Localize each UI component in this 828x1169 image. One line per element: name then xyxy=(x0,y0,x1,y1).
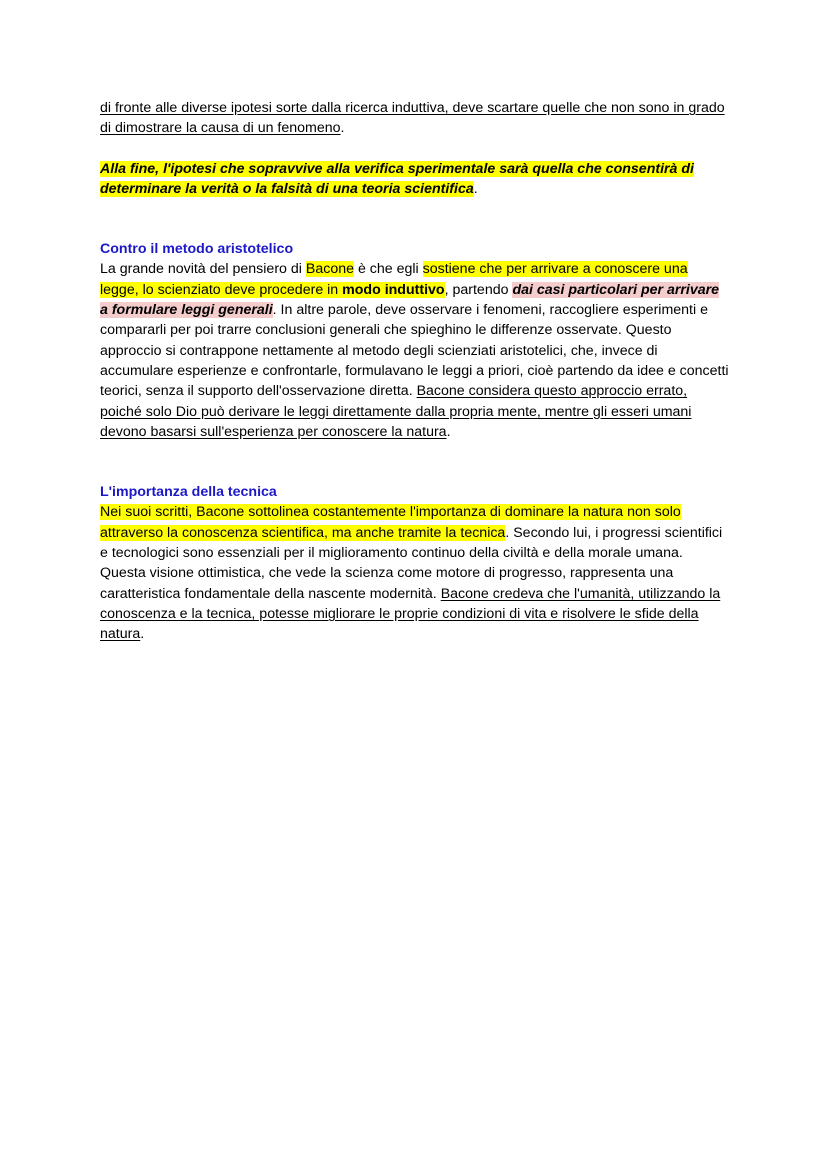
intro-paragraph xyxy=(100,98,730,139)
conclusion-paragraph xyxy=(100,159,730,200)
highlight-modo-induttivo: modo induttivo xyxy=(342,281,445,298)
section-paragraph-tecnica xyxy=(100,502,730,644)
highlight-nei-suoi-scritti: Nei suoi scritti, Bacone sottolinea costantemente l'importanza di dominare la natura non solo attraverso la conoscenza scientifica, ma anche tramite la tecnica xyxy=(100,504,681,541)
spacer xyxy=(100,199,730,239)
text-run: . xyxy=(446,423,451,440)
underlined-bacone-credeva: Bacone credeva che l'umanità, utilizzando la conoscenza e la tecnica, potesse migliorare le proprie condizioni di vita e risolvere le sfide della natura xyxy=(100,585,721,643)
text-run: La grande novità del pensiero di xyxy=(100,261,306,278)
spacer xyxy=(100,139,730,159)
highlight-legge: sostiene che per arrivare a conoscere una legge, lo scienziato deve procedere in xyxy=(100,261,688,298)
underlined-bacone-considera: Bacone considera questo approccio errato, poiché solo Dio può derivare le leggi direttamente dalla propria mente, mentre gli esseri umani devono basarsi sull'esperienza per conoscere la natura xyxy=(100,383,692,440)
text-run: . Secondo lui, i progressi scientifici e tecnologici sono essenziali per il miglioramento continuo della civiltà e della morale umana. Questa visione ottimistica, che vede la scienza come motore di progresso, rappresenta una caratteristica fondamentale della nascente modernità. xyxy=(100,524,723,602)
text-run: . xyxy=(140,626,145,643)
intro-underlined-text: di fronte alle diverse ipotesi sorte dalla ricerca induttiva, deve scartare quelle che non sono in grado di dimostrare la causa di un fenomeno xyxy=(100,100,725,137)
text-run: . In altre parole, deve osservare i fenomeni, raccogliere esperimenti e compararli per poi trarre conclusioni generali che spieghino le differenze osservate. Questo approccio si contrappone nettamente al metodo degli scienziati aristotelici, che, invece di accumulare esperienze e confrontarle, formulavano le leggi a priori, cioè partendo da idee e concetti teorici, senza il supporto dell'osservazione diretta. xyxy=(100,302,729,400)
conclusion-highlighted-text: Alla fine, l'ipotesi che sopravvive alla verifica sperimentale sarà quella che consentirà di determinare la verità o la falsità di una teoria scientifica xyxy=(100,160,694,197)
intro-end: . xyxy=(340,120,345,137)
document-page xyxy=(100,98,730,645)
spacer xyxy=(100,442,730,482)
text-run: , partendo xyxy=(444,281,513,298)
highlight-casi-particolari: dai casi particolari per arrivare a formulare leggi generali xyxy=(100,281,720,319)
conclusion-end: . xyxy=(473,180,478,197)
section-heading-aristotelico: Contro il metodo aristotelico xyxy=(100,241,294,258)
section-heading-tecnica: L'importanza della tecnica xyxy=(100,484,277,501)
text-run: è che egli xyxy=(354,261,423,278)
section-paragraph-aristotelico xyxy=(100,259,730,442)
highlight-bacone: Bacone xyxy=(305,261,354,278)
